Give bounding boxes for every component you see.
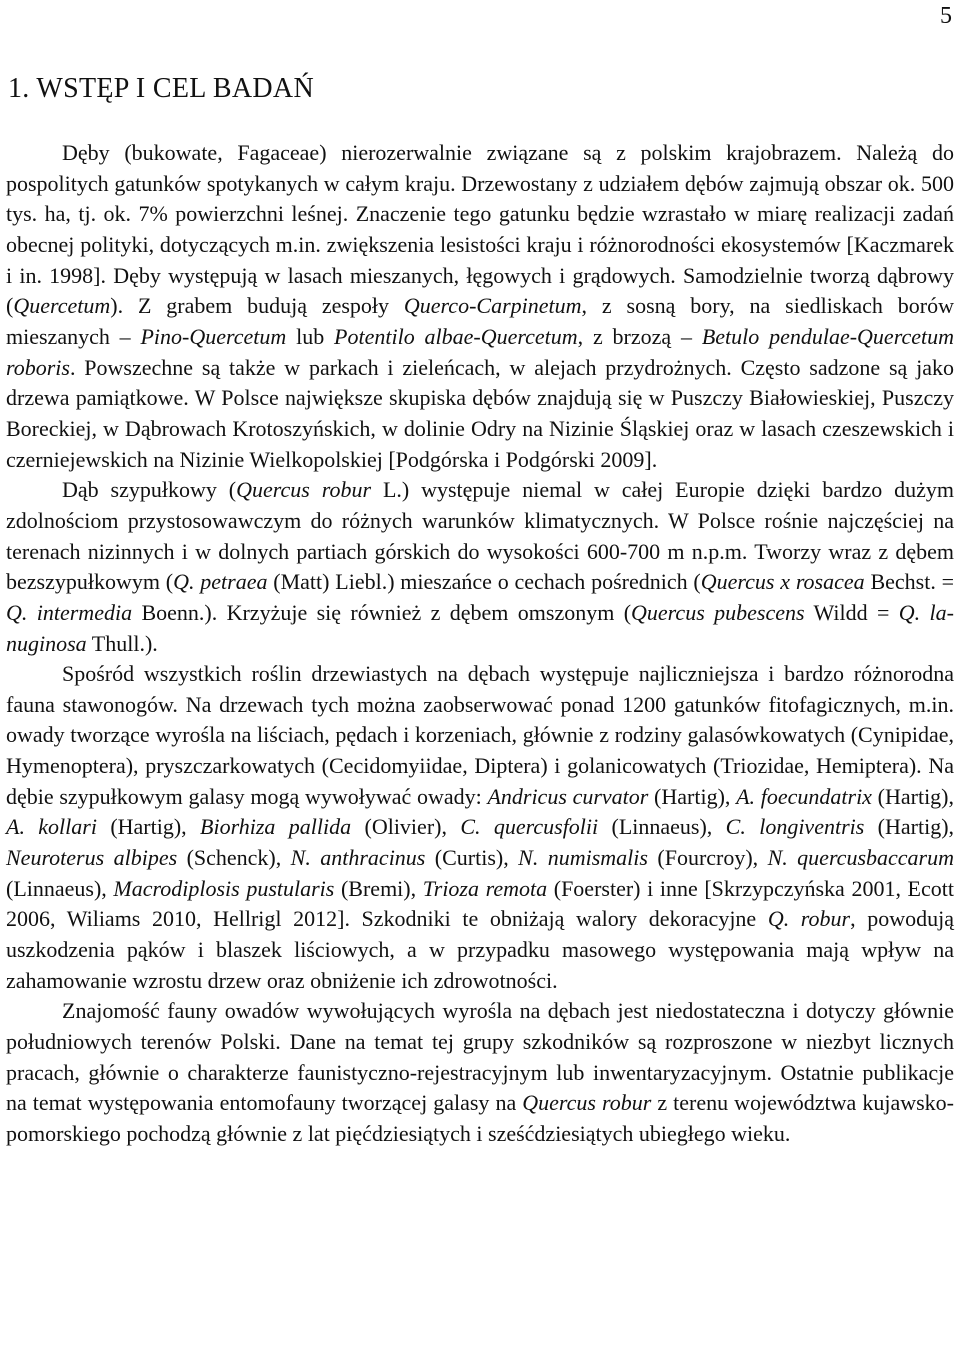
paragraph bbox=[6, 659, 954, 996]
italic-run: Q. intermedia bbox=[6, 599, 133, 625]
italic-run: C. quercusfolii bbox=[460, 814, 599, 840]
italic-run: Quercus x rosacea bbox=[700, 569, 865, 595]
text-run: (Linnaeus), bbox=[6, 875, 114, 901]
italic-run: Quercus robur bbox=[522, 1090, 652, 1116]
text-run: ). Z grabem budują zespoły bbox=[110, 293, 404, 319]
paragraph bbox=[6, 996, 954, 1149]
text-run: Spośród wszystkich roślin drzewiastych na dębach występuje najliczniejsza i bardzo różnorodna fauna stawonogów. Na drzewach tych można zaobserwować ponad 1200 gatunków fitofagicznych, m.in. owady tworzące wyrośla na liściach, pędach i korzeniach, głównie z rodziny galasówkowatych (Cynipidae, Hymenoptera), pryszczarkowatych (Cecidomyiidae, Diptera) i golanicowatych (Triozidae, Hemiptera). Na dębie szypułkowym galasy mogą wywoływać owady: bbox=[6, 661, 954, 809]
text-run: Boenn.). Krzyżuje się również z dębem omszonym ( bbox=[132, 599, 632, 625]
italic-run: Pino-Quercetum bbox=[140, 323, 287, 349]
text-run: Bechst. = bbox=[864, 569, 955, 595]
italic-run: C. longiventris bbox=[725, 814, 865, 840]
text-run: z terenu województwa kujawsko-pomorskiego pochodzą głównie z lat pięćdziesiątych i sześćdziesiątych ubiegłego wieku. bbox=[6, 1090, 954, 1146]
text-run: (Hartig), bbox=[648, 783, 737, 809]
italic-run: A. kollari bbox=[6, 814, 97, 840]
text-run: (Curtis), bbox=[425, 845, 519, 871]
text-run: (Hartig), bbox=[864, 814, 955, 840]
text-run: (Schenck), bbox=[177, 845, 291, 871]
text-run: , powodują uszkodzenia pąków i blaszek liściowych, a w przypadku masowego występowania mają wpływ na zahamowanie wzrostu drzew oraz obniżenie ich zdrowotności. bbox=[6, 906, 954, 993]
italic-run: Q. robur bbox=[767, 906, 851, 932]
italic-run: N. numismalis bbox=[518, 845, 648, 871]
italic-run: Quercus robur bbox=[236, 477, 372, 503]
page-number: 5 bbox=[940, 3, 952, 29]
italic-run: Quercus pubescens bbox=[631, 599, 805, 625]
section-heading: 1. WSTĘP I CEL BADAŃ bbox=[8, 73, 314, 104]
italic-run: Quercetum bbox=[13, 293, 111, 319]
text-run: (Linnaeus), bbox=[598, 814, 726, 840]
text-run: , z brzozą – bbox=[577, 323, 702, 349]
italic-run: Biorhiza pallida bbox=[200, 814, 352, 840]
italic-run: Querco-Carpinetum bbox=[403, 293, 582, 319]
body-text bbox=[6, 138, 954, 1150]
text-run: L.) występuje niemal w całej Europie dzięki bardzo dużym zdolnościom przystosowawczym do różnych warunków klimatycznych. W Polsce rośnie najczęściej na terenach nizinnych i w dolnych partiach górskich do wysokości 600-700 m n.p.m. Tworzy wraz z dębem bezszypułkowym ( bbox=[6, 477, 955, 595]
italic-run: N. quercusbaccarum bbox=[767, 845, 954, 871]
italic-run: A. foecundatrix bbox=[736, 783, 872, 809]
italic-run: Trioza remota bbox=[422, 875, 548, 901]
text-run: , z sosną bory, na siedliskach borów mieszanych – bbox=[6, 293, 954, 349]
italic-run: N. anthracinus bbox=[290, 845, 426, 871]
italic-run: Andricus curvator bbox=[487, 783, 649, 809]
text-run: Dąb szypułkowy ( bbox=[62, 477, 237, 503]
italic-run: Q. lanuginosa bbox=[6, 599, 954, 656]
italic-run: Q. petraea bbox=[173, 569, 268, 595]
text-run: . Powszechne są także w parkach i zieleńcach, w alejach przydrożnych. Często sadzone są jako drzewa pamiątkowe. W Polsce największe skupiska dębów znajdują się w Puszczy Białowieskiej, Puszczy Boreckiej, w Dąbrowach Krotoszyńskich, w dolinie Odry na Nizinie Śląskiej oraz w lasach czeszewskich i czerniejewskich na Nizinie Wielkopolskiej [Podgórska i Podgórski 2009]. bbox=[6, 354, 954, 472]
italic-run: Betulo pendulae-Quercetum roboris bbox=[6, 323, 954, 380]
text-run: Thull.). bbox=[86, 630, 158, 656]
text-run: (Hartig), bbox=[96, 814, 201, 840]
text-run: (Fourcroy), bbox=[647, 845, 768, 871]
text-run: (Olivier), bbox=[351, 814, 461, 840]
paragraph bbox=[6, 475, 954, 659]
text-run: lub bbox=[286, 323, 335, 349]
text-run: Wildd = bbox=[804, 599, 899, 625]
text-run: (Foerster) i inne [Skrzypczyńska 2001, Ecott 2006, Wiliams 2010, Hellrigl 2012]. Szkodniki te obniżają walory dekoracyjne bbox=[6, 875, 954, 932]
paragraph bbox=[6, 138, 954, 475]
text-run: (Bremi), bbox=[334, 875, 423, 901]
text-run: (Hartig), bbox=[871, 783, 955, 809]
italic-run: Potentilo albae-Quercetum bbox=[334, 323, 578, 349]
text-run: Znajomość fauny owadów wywołujących wyrośla na dębach jest niedostateczna i dotyczy głównie południowych terenów Polski. Dane na temat tej grupy szkodników są rozproszone w niezbyt licznych pracach, głównie o charakterze faunistyczno-rejestracyjnym lub inwentaryzacyjnym. Ostatnie publikacje na temat występowania entomofauny tworzącej galasy na bbox=[6, 998, 954, 1116]
text-run: (Matt) Liebl.) mieszańce o cechach pośrednich ( bbox=[267, 569, 701, 595]
italic-run: Neuroterus albipes bbox=[6, 845, 178, 871]
text-run: Dęby (bukowate, Fagaceae) nierozerwalnie związane są z polskim krajobrazem. Należą do pospolitych gatunków spotykanych w całym kraju. Drzewostany z udziałem dębów zajmują obszar ok. 500 tys. ha, tj. ok. 7% powierzchni leśnej. Znaczenie tego gatunku będzie wzrastało w miarę realizacji zadań obecnej polityki, dotyczących m.in. zwiększenia lesistości kraju i różnorodności ekosystemów [Kaczmarek i in. 1998]. Dęby występują w lasach mieszanych, łęgowych i grądowych. Samodzielnie tworzą dąbrowy ( bbox=[6, 140, 954, 319]
italic-run: Macrodiplosis pustularis bbox=[113, 875, 335, 901]
